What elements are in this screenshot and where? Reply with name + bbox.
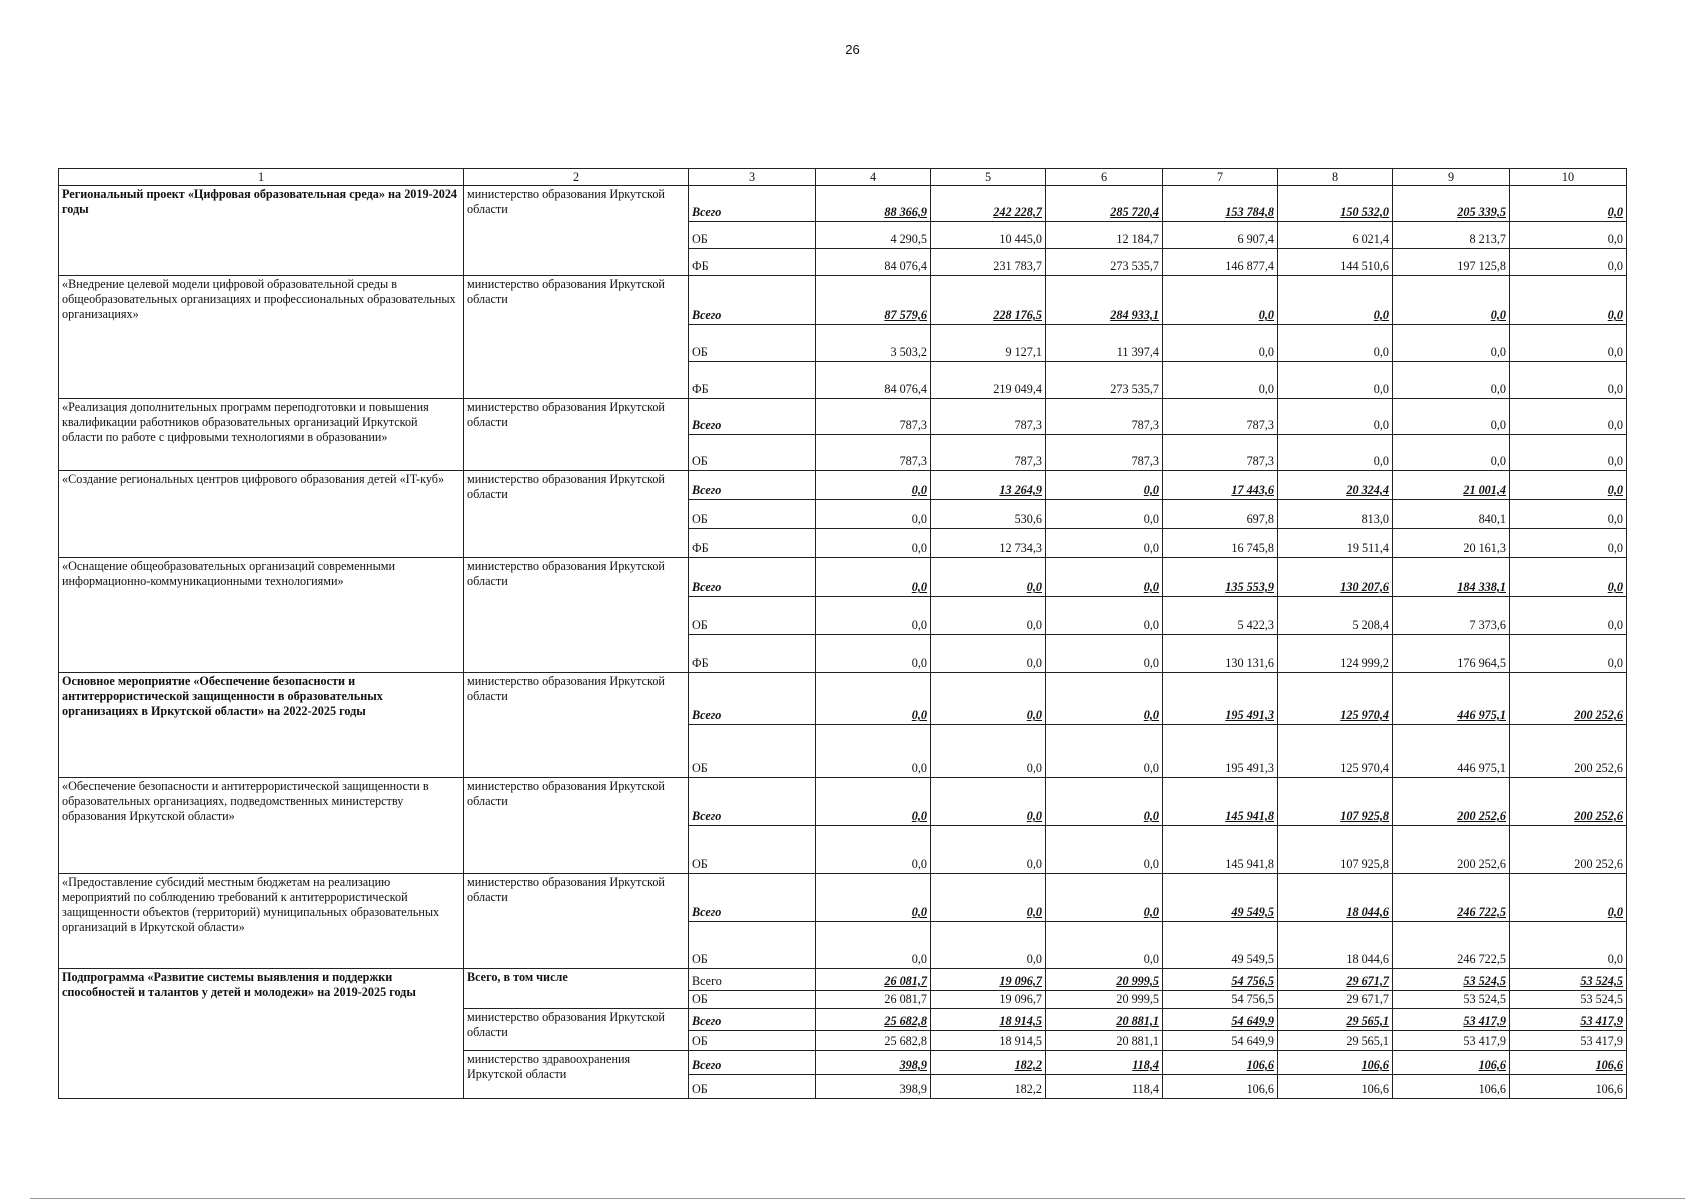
value-cell: 787,3 (1163, 399, 1278, 435)
value-cell: 19 511,4 (1278, 529, 1393, 558)
page-number: 26 (845, 42, 860, 57)
value-cell: 25 682,8 (816, 1031, 931, 1051)
value-cell: 0,0 (1278, 325, 1393, 362)
value-cell: 0,0 (1046, 558, 1163, 597)
column-number-cell: 8 (1278, 169, 1393, 186)
executor-cell: министерство образования Иркутской области (464, 186, 689, 276)
value-cell: 54 756,5 (1163, 969, 1278, 991)
value-cell: 446 975,1 (1393, 725, 1510, 778)
value-cell: 26 081,7 (816, 969, 931, 991)
value-cell: 0,0 (1510, 249, 1627, 276)
value-cell: 242 228,7 (931, 186, 1046, 222)
value-cell: 20 881,1 (1046, 1031, 1163, 1051)
value-cell: 200 252,6 (1510, 673, 1627, 725)
executor-cell: министерство образования Иркутской области (464, 1009, 689, 1051)
funding-source-cell: Всего (689, 276, 816, 325)
funding-source-cell: Всего (689, 969, 816, 991)
value-cell: 18 914,5 (931, 1009, 1046, 1031)
value-cell: 53 524,5 (1393, 991, 1510, 1009)
value-cell: 0,0 (1393, 362, 1510, 399)
table-row (59, 399, 1627, 435)
value-cell: 231 783,7 (931, 249, 1046, 276)
value-cell: 7 373,6 (1393, 597, 1510, 635)
value-cell: 0,0 (1046, 529, 1163, 558)
value-cell: 176 964,5 (1393, 635, 1510, 673)
value-cell: 53 524,5 (1510, 969, 1627, 991)
value-cell: 205 339,5 (1393, 186, 1510, 222)
program-name-cell: Подпрограмма «Развитие системы выявления и поддержки способностей и талантов у детей и молодежи» на 2019-2025 годы (59, 969, 464, 1099)
value-cell: 0,0 (1510, 471, 1627, 500)
funding-source-cell: Всего (689, 1009, 816, 1031)
value-cell: 4 290,5 (816, 222, 931, 249)
value-cell: 106,6 (1393, 1075, 1510, 1099)
value-cell: 228 176,5 (931, 276, 1046, 325)
value-cell: 0,0 (1046, 635, 1163, 673)
funding-source-cell: Всего (689, 778, 816, 826)
value-cell: 12 734,3 (931, 529, 1046, 558)
value-cell: 0,0 (931, 826, 1046, 874)
executor-cell: министерство образования Иркутской области (464, 673, 689, 778)
value-cell: 0,0 (816, 471, 931, 500)
value-cell: 787,3 (1163, 435, 1278, 471)
funding-source-cell: ФБ (689, 635, 816, 673)
value-cell: 20 324,4 (1278, 471, 1393, 500)
table-row (59, 673, 1627, 725)
executor-cell: министерство здравоохранения Иркутской области (464, 1051, 689, 1099)
value-cell: 118,4 (1046, 1075, 1163, 1099)
value-cell: 0,0 (1046, 778, 1163, 826)
value-cell: 9 127,1 (931, 325, 1046, 362)
value-cell: 87 579,6 (816, 276, 931, 325)
value-cell: 284 933,1 (1046, 276, 1163, 325)
value-cell: 0,0 (1046, 471, 1163, 500)
value-cell: 0,0 (931, 874, 1046, 922)
value-cell: 150 532,0 (1278, 186, 1393, 222)
value-cell: 118,4 (1046, 1051, 1163, 1075)
value-cell: 0,0 (1393, 276, 1510, 325)
value-cell: 20 161,3 (1393, 529, 1510, 558)
value-cell: 106,6 (1163, 1051, 1278, 1075)
column-number-cell: 3 (689, 169, 816, 186)
program-name-cell: «Оснащение общеобразовательных организаций современными информационно-коммуникационными технологиями» (59, 558, 464, 673)
value-cell: 5 208,4 (1278, 597, 1393, 635)
value-cell: 0,0 (1510, 558, 1627, 597)
value-cell: 84 076,4 (816, 362, 931, 399)
table-row (59, 471, 1627, 500)
value-cell: 124 999,2 (1278, 635, 1393, 673)
value-cell: 195 491,3 (1163, 725, 1278, 778)
value-cell: 107 925,8 (1278, 778, 1393, 826)
value-cell: 106,6 (1510, 1051, 1627, 1075)
value-cell: 0,0 (931, 725, 1046, 778)
value-cell: 106,6 (1278, 1051, 1393, 1075)
value-cell: 0,0 (816, 597, 931, 635)
value-cell: 0,0 (816, 500, 931, 529)
value-cell: 697,8 (1163, 500, 1278, 529)
value-cell: 106,6 (1278, 1075, 1393, 1099)
table-row (59, 874, 1627, 922)
value-cell: 195 491,3 (1163, 673, 1278, 725)
value-cell: 53 524,5 (1393, 969, 1510, 991)
value-cell: 0,0 (1393, 325, 1510, 362)
table-row (59, 969, 1627, 991)
value-cell: 53 417,9 (1393, 1031, 1510, 1051)
funding-source-cell: ОБ (689, 222, 816, 249)
value-cell: 125 970,4 (1278, 725, 1393, 778)
value-cell: 25 682,8 (816, 1009, 931, 1031)
value-cell: 20 999,5 (1046, 991, 1163, 1009)
value-cell: 0,0 (816, 826, 931, 874)
value-cell: 787,3 (1046, 399, 1163, 435)
value-cell: 0,0 (1046, 500, 1163, 529)
table-row (59, 276, 1627, 325)
value-cell: 182,2 (931, 1075, 1046, 1099)
value-cell: 125 970,4 (1278, 673, 1393, 725)
value-cell: 29 565,1 (1278, 1009, 1393, 1031)
value-cell: 88 366,9 (816, 186, 931, 222)
program-name-cell: Основное мероприятие «Обеспечение безопасности и антитеррористической защищенности в образовательных организациях в Иркутской области» на 2022-2025 годы (59, 673, 464, 778)
value-cell: 11 397,4 (1046, 325, 1163, 362)
value-cell: 0,0 (1278, 399, 1393, 435)
table-row (59, 778, 1627, 826)
value-cell: 49 549,5 (1163, 922, 1278, 969)
funding-source-cell: Всего (689, 874, 816, 922)
value-cell: 16 745,8 (1163, 529, 1278, 558)
executor-cell: министерство образования Иркутской области (464, 276, 689, 399)
executor-cell: министерство образования Иркутской области (464, 558, 689, 673)
value-cell: 5 422,3 (1163, 597, 1278, 635)
funding-source-cell: ОБ (689, 325, 816, 362)
value-cell: 0,0 (816, 725, 931, 778)
value-cell: 0,0 (1510, 362, 1627, 399)
value-cell: 0,0 (1510, 874, 1627, 922)
value-cell: 398,9 (816, 1075, 931, 1099)
value-cell: 6 021,4 (1278, 222, 1393, 249)
value-cell: 273 535,7 (1046, 249, 1163, 276)
value-cell: 0,0 (1046, 922, 1163, 969)
value-cell: 787,3 (931, 435, 1046, 471)
value-cell: 787,3 (816, 399, 931, 435)
value-cell: 106,6 (1163, 1075, 1278, 1099)
value-cell: 0,0 (931, 558, 1046, 597)
value-cell: 0,0 (1393, 399, 1510, 435)
funding-source-cell: Всего (689, 673, 816, 725)
column-number-row (59, 169, 1627, 186)
value-cell: 29 671,7 (1278, 969, 1393, 991)
value-cell: 0,0 (816, 673, 931, 725)
value-cell: 273 535,7 (1046, 362, 1163, 399)
value-cell: 146 877,4 (1163, 249, 1278, 276)
value-cell: 0,0 (1046, 874, 1163, 922)
value-cell: 0,0 (1510, 222, 1627, 249)
value-cell: 53 524,5 (1510, 991, 1627, 1009)
value-cell: 219 049,4 (931, 362, 1046, 399)
executor-cell: министерство образования Иркутской области (464, 778, 689, 874)
value-cell: 787,3 (931, 399, 1046, 435)
value-cell: 0,0 (1278, 435, 1393, 471)
table-row (59, 186, 1627, 222)
value-cell: 446 975,1 (1393, 673, 1510, 725)
value-cell: 20 999,5 (1046, 969, 1163, 991)
value-cell: 19 096,7 (931, 969, 1046, 991)
value-cell: 49 549,5 (1163, 874, 1278, 922)
program-name-cell: «Предоставление субсидий местным бюджетам на реализацию мероприятий по соблюдению требований к антитеррористической защищенности объектов (территорий) муниципальных образовательных организаций в Иркутской области» (59, 874, 464, 969)
value-cell: 398,9 (816, 1051, 931, 1075)
value-cell: 135 553,9 (1163, 558, 1278, 597)
value-cell: 6 907,4 (1163, 222, 1278, 249)
value-cell: 0,0 (1510, 435, 1627, 471)
executor-cell: министерство образования Иркутской области (464, 874, 689, 969)
funding-source-cell: ОБ (689, 435, 816, 471)
value-cell: 0,0 (1046, 673, 1163, 725)
column-number-cell: 1 (59, 169, 464, 186)
program-name-cell: «Реализация дополнительных программ переподготовки и повышения квалификации работников образовательных организаций Иркутской области по работе с цифровыми технологиями в образовании» (59, 399, 464, 471)
column-number-cell: 6 (1046, 169, 1163, 186)
value-cell: 787,3 (1046, 435, 1163, 471)
value-cell: 3 503,2 (816, 325, 931, 362)
funding-source-cell: ОБ (689, 1031, 816, 1051)
value-cell: 197 125,8 (1393, 249, 1510, 276)
funding-source-cell: Всего (689, 186, 816, 222)
funding-source-cell: ОБ (689, 725, 816, 778)
value-cell: 0,0 (1046, 597, 1163, 635)
value-cell: 0,0 (931, 922, 1046, 969)
value-cell: 200 252,6 (1393, 826, 1510, 874)
value-cell: 0,0 (1510, 325, 1627, 362)
value-cell: 0,0 (931, 635, 1046, 673)
funding-source-cell: ОБ (689, 826, 816, 874)
funding-source-cell: ОБ (689, 1075, 816, 1099)
value-cell: 0,0 (1510, 399, 1627, 435)
value-cell: 0,0 (1510, 635, 1627, 673)
value-cell: 246 722,5 (1393, 874, 1510, 922)
column-number-cell: 10 (1510, 169, 1627, 186)
value-cell: 107 925,8 (1278, 826, 1393, 874)
value-cell: 184 338,1 (1393, 558, 1510, 597)
column-number-cell: 5 (931, 169, 1046, 186)
value-cell: 0,0 (931, 778, 1046, 826)
value-cell: 0,0 (1046, 826, 1163, 874)
value-cell: 17 443,6 (1163, 471, 1278, 500)
value-cell: 145 941,8 (1163, 778, 1278, 826)
value-cell: 12 184,7 (1046, 222, 1163, 249)
value-cell: 0,0 (816, 558, 931, 597)
column-number-cell: 9 (1393, 169, 1510, 186)
budget-table (58, 168, 1627, 1099)
value-cell: 130 131,6 (1163, 635, 1278, 673)
value-cell: 54 649,9 (1163, 1009, 1278, 1031)
value-cell: 200 252,6 (1393, 778, 1510, 826)
value-cell: 0,0 (1163, 276, 1278, 325)
funding-source-cell: Всего (689, 558, 816, 597)
value-cell: 0,0 (816, 529, 931, 558)
funding-source-cell: ФБ (689, 529, 816, 558)
program-name-cell: «Создание региональных центров цифрового образования детей «IT-куб» (59, 471, 464, 558)
value-cell: 21 001,4 (1393, 471, 1510, 500)
value-cell: 0,0 (1278, 362, 1393, 399)
value-cell: 53 417,9 (1393, 1009, 1510, 1031)
value-cell: 200 252,6 (1510, 826, 1627, 874)
value-cell: 200 252,6 (1510, 725, 1627, 778)
value-cell: 19 096,7 (931, 991, 1046, 1009)
program-name-cell: Региональный проект «Цифровая образовательная среда» на 2019-2024 годы (59, 186, 464, 276)
program-name-cell: «Обеспечение безопасности и антитеррористической защищенности в образовательных организациях, подведомственных министерству образования Иркутской области» (59, 778, 464, 874)
page-bottom-rule (30, 1198, 1685, 1199)
value-cell: 0,0 (1510, 500, 1627, 529)
value-cell: 106,6 (1510, 1075, 1627, 1099)
value-cell: 787,3 (816, 435, 931, 471)
value-cell: 840,1 (1393, 500, 1510, 529)
executor-cell: Всего, в том числе (464, 969, 689, 1009)
value-cell: 0,0 (1510, 529, 1627, 558)
value-cell: 0,0 (1278, 276, 1393, 325)
value-cell: 530,6 (931, 500, 1046, 529)
value-cell: 29 565,1 (1278, 1031, 1393, 1051)
value-cell: 200 252,6 (1510, 778, 1627, 826)
funding-source-cell: ОБ (689, 922, 816, 969)
value-cell: 106,6 (1393, 1051, 1510, 1075)
funding-source-cell: Всего (689, 471, 816, 500)
value-cell: 18 914,5 (931, 1031, 1046, 1051)
value-cell: 0,0 (1510, 186, 1627, 222)
value-cell: 246 722,5 (1393, 922, 1510, 969)
value-cell: 54 649,9 (1163, 1031, 1278, 1051)
value-cell: 0,0 (931, 597, 1046, 635)
value-cell: 0,0 (816, 635, 931, 673)
executor-cell: министерство образования Иркутской области (464, 399, 689, 471)
value-cell: 53 417,9 (1510, 1031, 1627, 1051)
table-row (59, 558, 1627, 597)
value-cell: 0,0 (816, 778, 931, 826)
executor-cell: министерство образования Иркутской области (464, 471, 689, 558)
value-cell: 0,0 (1510, 597, 1627, 635)
value-cell: 0,0 (816, 922, 931, 969)
value-cell: 0,0 (1393, 435, 1510, 471)
value-cell: 0,0 (816, 874, 931, 922)
value-cell: 0,0 (1163, 325, 1278, 362)
column-number-cell: 7 (1163, 169, 1278, 186)
value-cell: 813,0 (1278, 500, 1393, 529)
value-cell: 145 941,8 (1163, 826, 1278, 874)
program-name-cell: «Внедрение целевой модели цифровой образовательной среды в общеобразовательных организациях и профессиональных образовательных организациях» (59, 276, 464, 399)
column-number-cell: 4 (816, 169, 931, 186)
value-cell: 182,2 (931, 1051, 1046, 1075)
value-cell: 144 510,6 (1278, 249, 1393, 276)
value-cell: 54 756,5 (1163, 991, 1278, 1009)
value-cell: 18 044,6 (1278, 874, 1393, 922)
value-cell: 285 720,4 (1046, 186, 1163, 222)
funding-source-cell: Всего (689, 1051, 816, 1075)
value-cell: 130 207,6 (1278, 558, 1393, 597)
funding-source-cell: ОБ (689, 597, 816, 635)
funding-source-cell: ОБ (689, 500, 816, 529)
value-cell: 0,0 (1046, 725, 1163, 778)
funding-source-cell: ФБ (689, 249, 816, 276)
funding-source-cell: ФБ (689, 362, 816, 399)
value-cell: 0,0 (1510, 276, 1627, 325)
value-cell: 18 044,6 (1278, 922, 1393, 969)
value-cell: 84 076,4 (816, 249, 931, 276)
value-cell: 153 784,8 (1163, 186, 1278, 222)
value-cell: 0,0 (1163, 362, 1278, 399)
column-number-cell: 2 (464, 169, 689, 186)
value-cell: 10 445,0 (931, 222, 1046, 249)
table-body (59, 169, 1627, 1099)
funding-source-cell: Всего (689, 399, 816, 435)
value-cell: 20 881,1 (1046, 1009, 1163, 1031)
value-cell: 53 417,9 (1510, 1009, 1627, 1031)
value-cell: 29 671,7 (1278, 991, 1393, 1009)
funding-source-cell: ОБ (689, 991, 816, 1009)
value-cell: 26 081,7 (816, 991, 931, 1009)
value-cell: 13 264,9 (931, 471, 1046, 500)
value-cell: 0,0 (1510, 922, 1627, 969)
value-cell: 8 213,7 (1393, 222, 1510, 249)
value-cell: 0,0 (931, 673, 1046, 725)
